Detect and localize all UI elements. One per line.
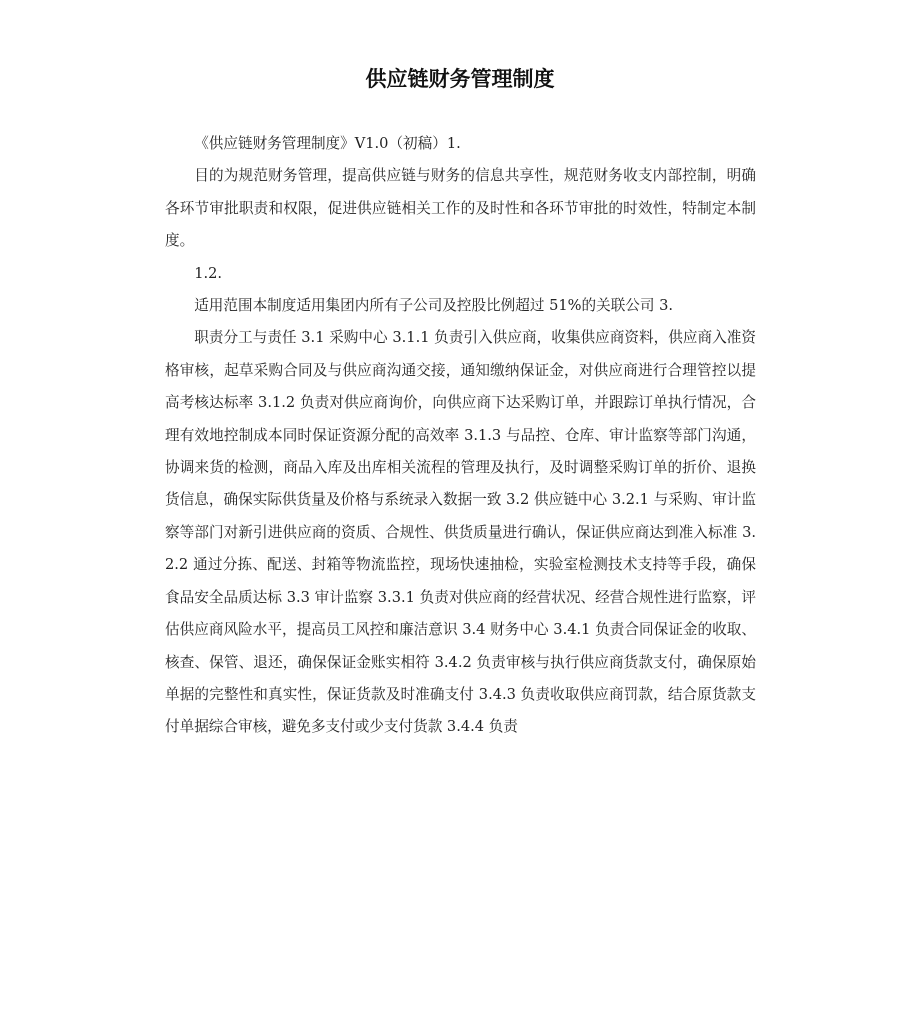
document-title: 供应链财务管理制度 bbox=[365, 67, 555, 91]
version-line: 《供应链财务管理制度》V1.0（初稿）1. bbox=[194, 135, 461, 152]
document-body bbox=[165, 128, 756, 744]
purpose-paragraph: 目的为规范财务管理，提高供应链与财务的信息共享性，规范财务收支内部控制，明确各环节审批职责和权限，促进供应链相关工作的及时性和各环节审批的时效性，特制定本制度。 bbox=[165, 167, 756, 250]
section-number: 1.2. bbox=[194, 264, 223, 282]
scope-paragraph: 适用范围本制度适用集团内所有子公司及控股比例超过 51%的关联公司 3. bbox=[194, 297, 674, 315]
responsibilities-paragraph: 职责分工与责任 3.1 采购中心 3.1.1 负责引入供应商，收集供应商资料，供应商入准资格审核，起草采购合同及与供应商沟通交接，通知缴纳保证金，对供应商进行合理管控以提高考核达标率 3.1.2 负责对供应商询价，向供应商下达采购订单，并跟踪订单执行情况，合理有效地控制成本同时保证资源分配的高效率 3.1.3 与品控、仓库、审计监察等部门沟通，协调来货的检测，商品入库及出库相关流程的管理及执行，及时调整采购订单的折价、退换货信息，确保实际供货量及价格与系统录入数据一致 3.2 供应链中心 3.2.1 与采购、审计监察等部门对新引进供应商的资质、合规性、供货质量进行确认，保证供应商达到准入标准 3.2.2 通过分拣、配送、封箱等物流监控，现场快速抽检，实验室检测技术支持等手段，确保食品安全品质达标 3.3 审计监察 3.3.1 负责对供应商的经营状况、经营合规性进行监察，评估供应商风险水平，提高员工风控和廉洁意识 3.4 财务中心 3.4.1 负责合同保证金的收取、核查、保管、退还，确保保证金账实相符 3.4.2 负责审核与执行供应商货款支付，确保原始单据的完整性和真实性，保证货款及时准确支付 3.4.3 负责收取供应商罚款，结合原货款支付单据综合审核，避免多支付或少支付货款 3.4.4 负责 bbox=[165, 329, 756, 736]
